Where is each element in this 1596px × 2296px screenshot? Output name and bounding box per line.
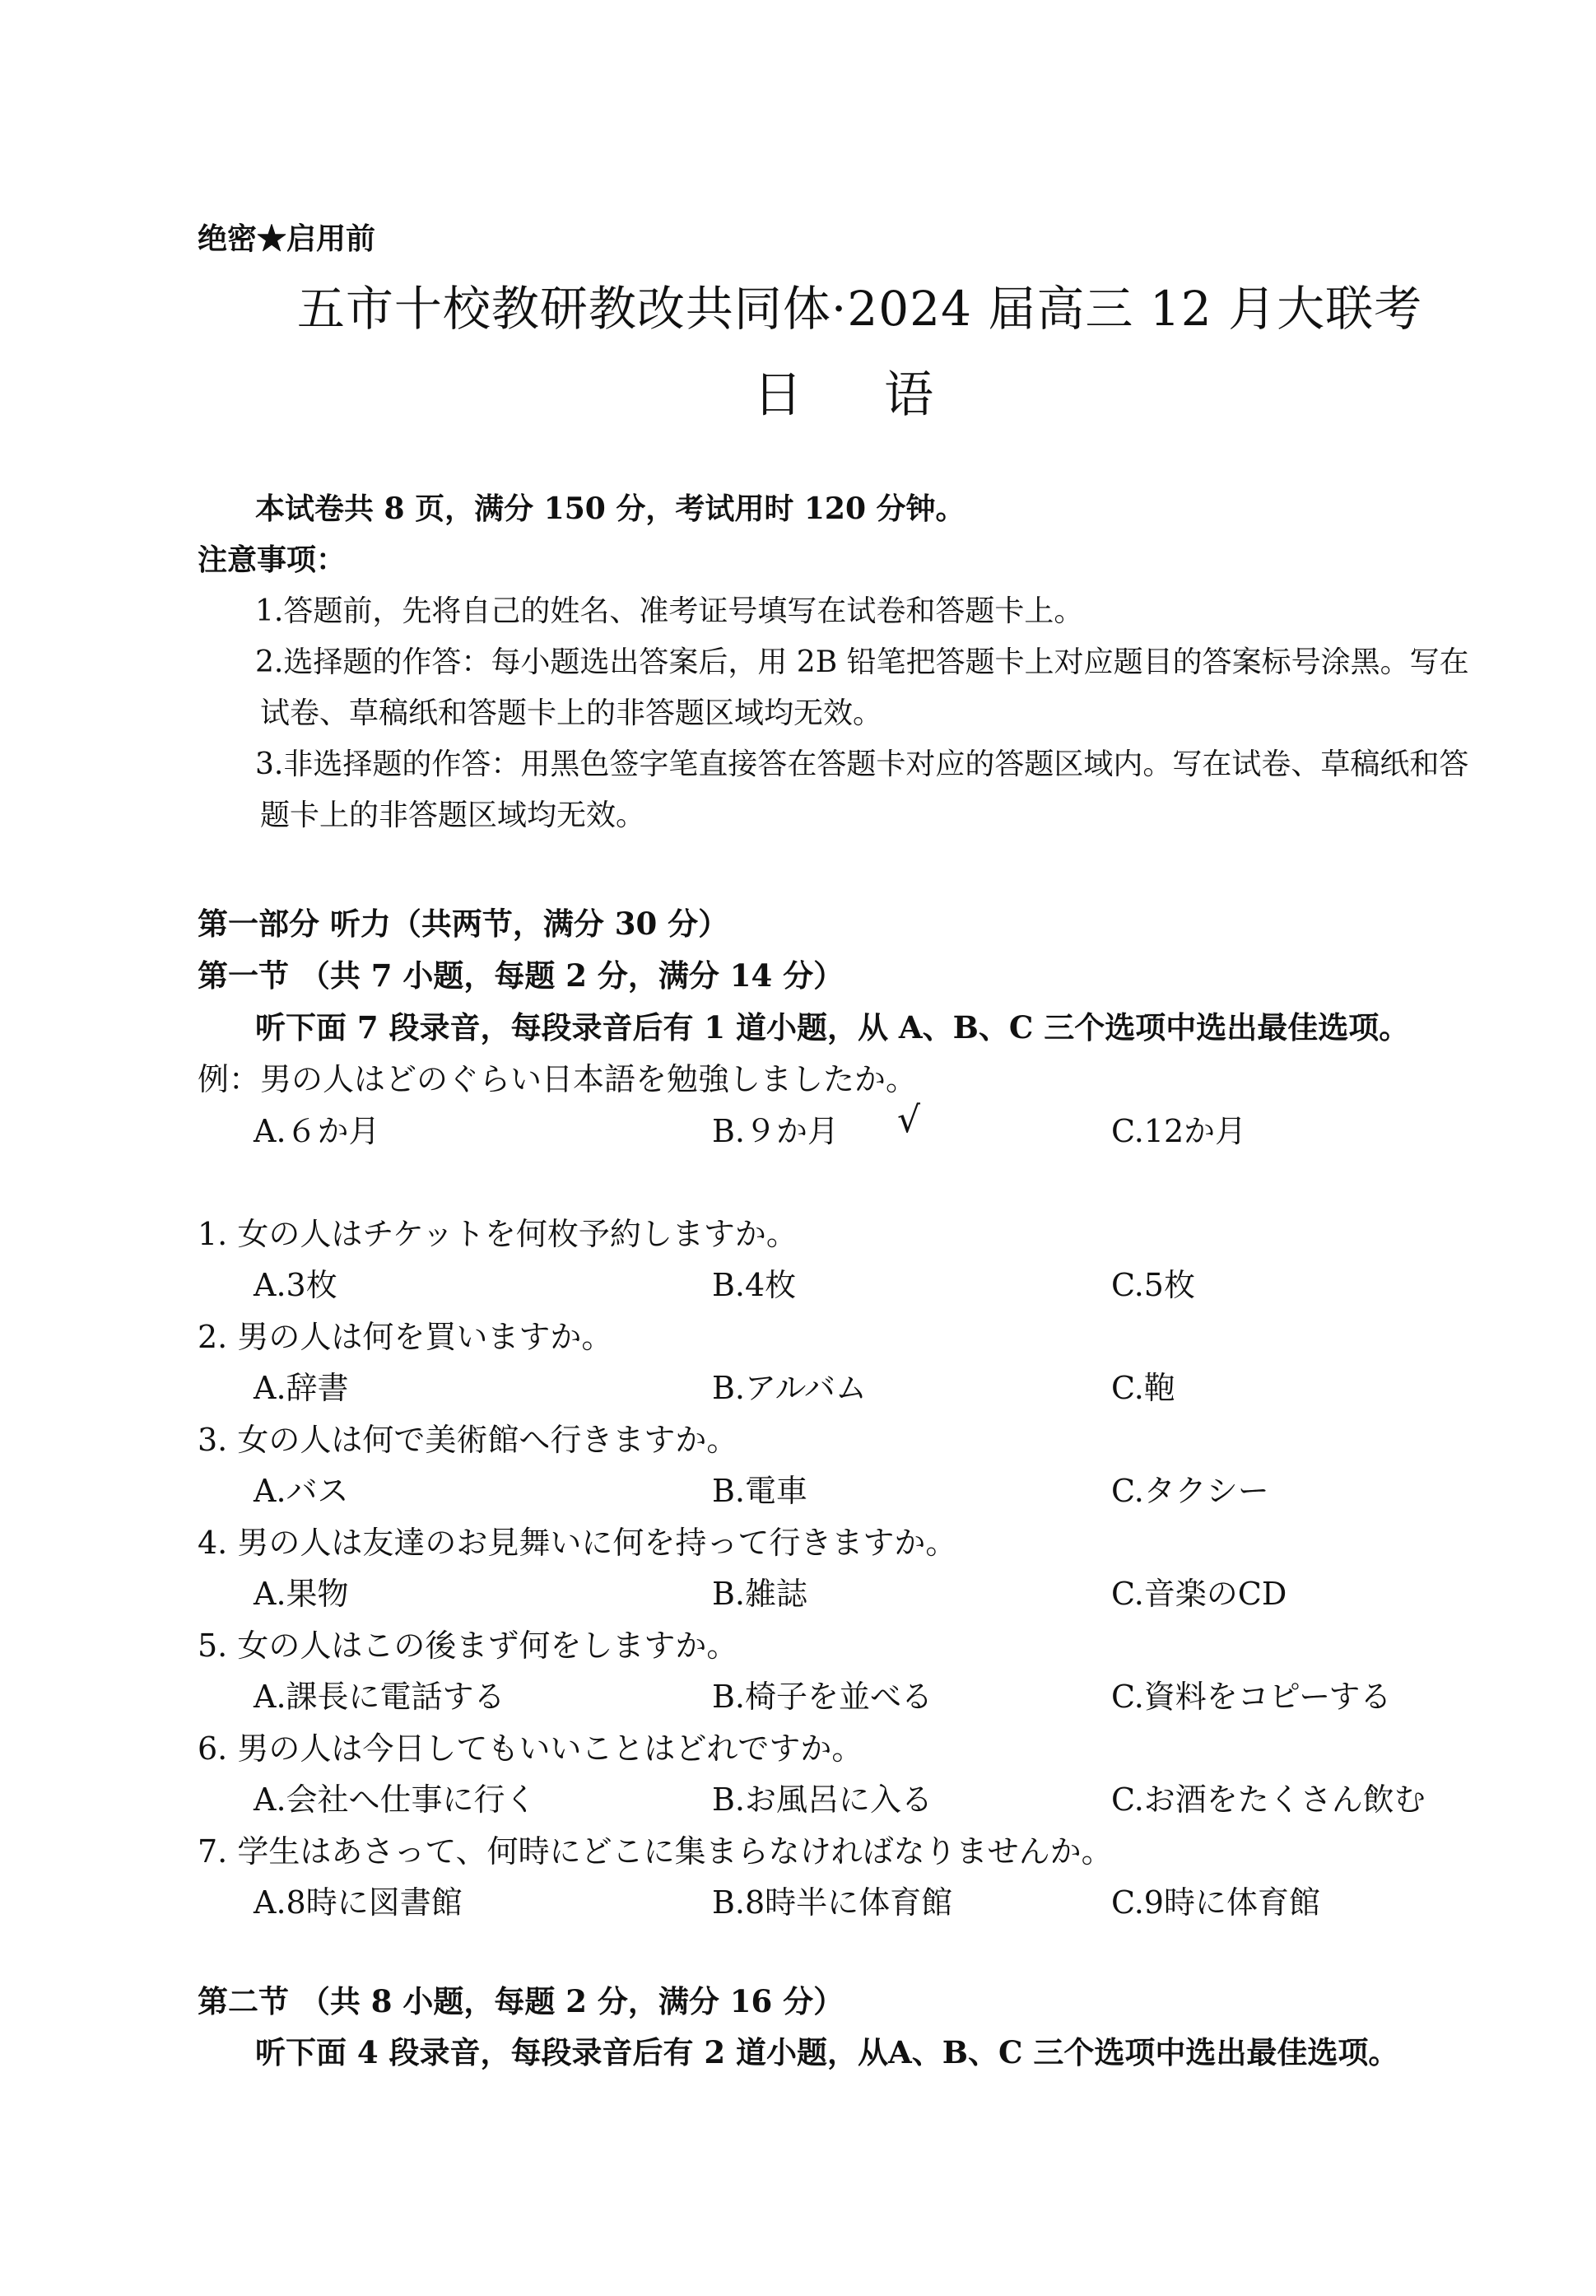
q1-option-c: C.5枚 [1111,1267,1195,1303]
question-2: 2. 男の人は何を買いますか。 [198,1319,613,1355]
example-option-c: C.12か月 [1111,1113,1247,1149]
q5-option-b: B.椅子を並べる [712,1679,933,1715]
notice-item: 2.选择题的作答：每小题选出答案后，用 2B 铅笔把答题卡上对应题目的答案标号涂黑。写在 [255,645,1469,679]
q3-option-c: C.タクシー [1111,1473,1269,1509]
question-4: 4. 男の人は友達のお見舞いに何を持って行きますか。 [198,1525,957,1561]
q6-option-c: C.お酒をたくさん飲む [1111,1781,1426,1818]
section-instruction: 听下面 4 段录音，每段录音后有 2 道小题，从A、B、C 三个选项中选出最佳选项。 [255,2034,1399,2070]
notice-item: 试卷、草稿纸和答题卡上的非答题区域均无效。 [260,696,883,730]
question-6: 6. 男の人は今日してもいいことはどれですか。 [198,1730,863,1767]
section-instruction: 听下面 7 段录音，每段录音后有 1 道小题，从 A、B、C 三个选项中选出最佳选项。 [255,1009,1410,1046]
question-3: 3. 女の人は何で美術館へ行きますか。 [198,1422,738,1458]
q7-option-c: C.9時に体育館 [1111,1884,1320,1921]
example-option-b: B.９か月 [712,1113,840,1149]
q1-option-a: A.3枚 [254,1267,337,1303]
confidential-label: 绝密★启用前 [198,221,376,256]
question-7: 7. 学生はあさって、何時にどこに集まらなければなりませんか。 [198,1833,1113,1870]
q6-option-b: B.お風呂に入る [712,1781,933,1818]
check-mark-icon: √ [897,1099,921,1141]
notice-item: 题卡上的非答题区域均无效。 [260,799,646,832]
q7-option-a: A.8時に図書館 [254,1884,463,1921]
q4-option-b: B.雑誌 [712,1576,808,1612]
q6-option-a: A.会社へ仕事に行く [254,1781,537,1818]
q2-option-c: C.鞄 [1111,1370,1175,1406]
q4-option-c: C.音楽のCD [1111,1576,1287,1612]
part-title: 第一部分 听力（共两节，满分 30 分） [198,906,729,942]
question-5: 5. 女の人はこの後まず何をしますか。 [198,1628,738,1664]
q2-option-a: A.辞書 [254,1370,349,1406]
notice-item: 3.非选择题的作答：用黑色签字笔直接答在答题卡对应的答题区域内。写在试卷、草稿纸和答 [255,747,1469,781]
q5-option-c: C.資料をコピーする [1111,1679,1392,1715]
q1-option-b: B.4枚 [712,1267,797,1303]
q4-option-a: A.果物 [254,1576,349,1612]
example-question: 例：男の人はどのぐらい日本語を勉強しましたか。 [198,1061,918,1097]
exam-info: 本试卷共 8 页，满分 150 分，考试用时 120 分钟。 [255,491,966,526]
notice-item: 1.答题前，先将自己的姓名、准考证号填写在试卷和答题卡上。 [255,594,1084,628]
notice-heading: 注意事项： [198,543,347,577]
section-title: 第二节 （共 8 小题，每题 2 分，满分 16 分） [198,1983,845,2019]
q5-option-a: A.課長に電話する [254,1679,505,1715]
exam-title: 五市十校教研教改共同体·2024 届高三 12 月大联考 [296,281,1423,337]
q3-option-b: B.電車 [712,1473,808,1509]
subject-title: 日 语 [752,366,967,424]
question-1: 1. 女の人はチケットを何枚予約しますか。 [198,1216,798,1252]
q3-option-a: A.バス [254,1473,349,1509]
section-title: 第一节 （共 7 小题，每题 2 分，满分 14 分） [198,957,845,994]
example-option-a: A.６か月 [254,1113,380,1149]
q7-option-b: B.8時半に体育館 [712,1884,953,1921]
q2-option-b: B.アルバム [712,1370,867,1406]
